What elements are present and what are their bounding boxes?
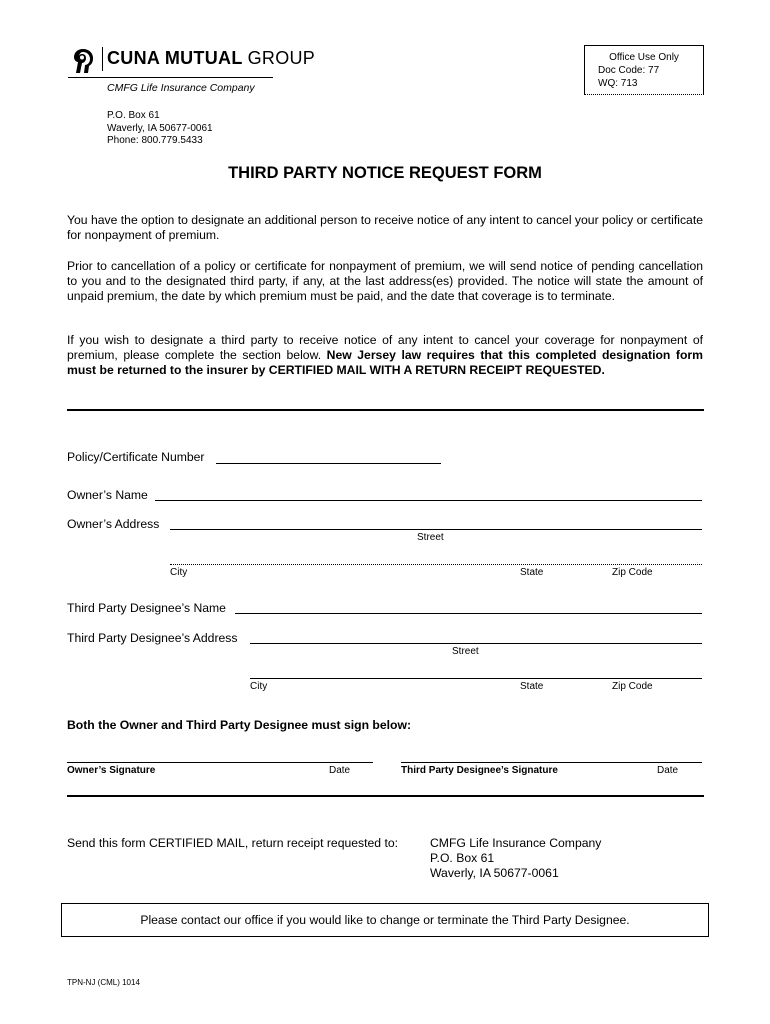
policy-number-label: Policy/Certificate Number (67, 450, 205, 464)
designee-date-caption: Date (657, 765, 679, 776)
zip-caption: Zip Code (612, 567, 653, 578)
designee-signature-field[interactable] (401, 762, 702, 763)
section-divider (67, 409, 704, 411)
company-logo-icon (68, 46, 98, 76)
wq-code: WQ: 713 (598, 78, 638, 89)
office-use-title: Office Use Only (609, 52, 679, 63)
contact-note: Please contact our office if you would like to change or terminate the Third Party Designee. (140, 913, 630, 927)
designee-street-field[interactable] (250, 643, 702, 644)
logo-separator (102, 47, 103, 71)
zip-caption: Zip Code (612, 681, 653, 692)
intro-paragraph: You have the option to designate an additional person to receive notice of any intent to cancel your policy or certificate for nonpayment of premium. (67, 213, 703, 242)
logo-rule (68, 77, 273, 78)
street-caption: Street (452, 646, 479, 657)
mailing-address-line: Waverly, IA 50677-0061 (430, 866, 559, 880)
owner-signature-caption: Owner’s Signature (67, 765, 156, 776)
owner-date-caption: Date (329, 765, 351, 776)
state-caption: State (520, 567, 544, 578)
owner-name-field[interactable] (155, 500, 702, 501)
address-line: Waverly, IA 50677-0061 (107, 122, 213, 134)
section-divider (67, 795, 704, 797)
office-use-box (584, 45, 704, 95)
nj-law-notice: New Jersey law requires that this completed designation form must be returned to the insurer by CERTIFIED MAIL WITH A RETURN RECEIPT REQUESTED. (67, 348, 703, 377)
designee-city-state-zip-field[interactable] (250, 678, 702, 679)
city-caption: City (250, 681, 268, 692)
owner-street-field[interactable] (170, 529, 702, 530)
owner-name-label: Owner’s Name (67, 488, 148, 502)
address-line: P.O. Box 61 (107, 110, 160, 121)
doc-code: Doc Code: 77 (598, 65, 660, 76)
company-address (107, 110, 213, 148)
owner-signature-field[interactable] (67, 762, 373, 763)
owner-address-label: Owner’s Address (67, 517, 160, 531)
designee-signature-caption: Third Party Designee’s Signature (401, 765, 558, 776)
mailing-address-line: P.O. Box 61 (430, 851, 495, 865)
company-subtitle: CMFG Life Insurance Company (107, 82, 255, 94)
signature-heading: Both the Owner and Third Party Designee must sign below: (67, 718, 411, 732)
designee-name-label: Third Party Designee’s Name (67, 601, 226, 615)
contact-note-box (61, 903, 709, 937)
mailing-address (430, 836, 601, 881)
form-title: THIRD PARTY NOTICE REQUEST FORM (228, 164, 542, 182)
designee-address-label: Third Party Designee’s Address (67, 631, 238, 645)
policy-number-field[interactable] (216, 463, 441, 464)
owner-city-state-zip-field[interactable] (170, 564, 702, 565)
mailing-address-line: CMFG Life Insurance Company (430, 836, 602, 850)
designee-name-field[interactable] (235, 613, 702, 614)
designation-paragraph: If you wish to designate a third party to receive notice of any intent to cancel your coverage for nonpayment of premium, please complete the section below. New Jersey law requires that this completed designation form must be returned to the insurer by CERTIFIED MAIL WITH A RETURN RECEIPT REQUESTED. (67, 333, 703, 377)
mailing-instruction: Send this form CERTIFIED MAIL, return receipt requested to: (67, 836, 399, 850)
cancellation-paragraph: Prior to cancellation of a policy or certificate for nonpayment of premium, we will send notice of pending cancellation to you and to the designated third party, if any, at the last address(es) provided. The notice will state the amount of unpaid premium, the date by which premium must be paid, and the date that coverage is to terminate. (67, 259, 703, 303)
form-code: TPN-NJ (CML) 1014 (67, 978, 140, 987)
address-line: Phone: 800.779.5433 (107, 135, 203, 146)
state-caption: State (520, 681, 544, 692)
street-caption: Street (417, 532, 444, 543)
company-name: CUNA MUTUAL GROUP (107, 48, 316, 68)
city-caption: City (170, 567, 188, 578)
